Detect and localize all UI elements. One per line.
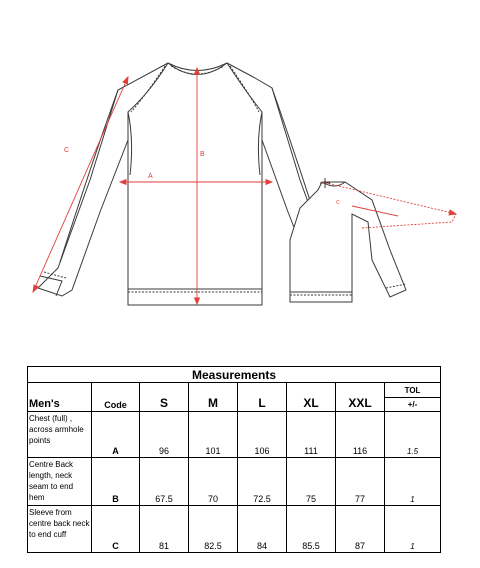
- row-code: C: [92, 506, 140, 553]
- row-value: 101: [189, 412, 238, 458]
- header-row: [28, 383, 441, 412]
- section-header: Men's: [28, 383, 92, 412]
- row-value: 111: [287, 412, 336, 458]
- table-title: Measurements: [28, 367, 441, 383]
- row-code: B: [92, 458, 140, 506]
- row-tolerance: 1: [385, 506, 441, 553]
- tol-label: TOL: [404, 386, 421, 395]
- row-value: 106: [238, 412, 287, 458]
- row-description: Centre Back length, neck seam to end hem: [28, 458, 92, 506]
- row-value: 82.5: [189, 506, 238, 553]
- back-sweatshirt: [290, 178, 406, 302]
- row-code: A: [92, 412, 140, 458]
- row-value: 85.5: [287, 506, 336, 553]
- tol-header: [385, 383, 441, 412]
- row-value: 81: [140, 506, 189, 553]
- label-c: C: [64, 147, 70, 154]
- row-value: 96: [140, 412, 189, 458]
- label-b: B: [200, 151, 205, 158]
- row-description: Chest (full) , across armhole points: [28, 412, 92, 458]
- tol-unit: +/-: [385, 397, 440, 411]
- size-header: XXL: [336, 383, 385, 412]
- measurements-table: [27, 366, 441, 553]
- row-value: 84: [238, 506, 287, 553]
- row-tolerance: 1.5: [385, 412, 441, 458]
- row-tolerance: 1: [385, 458, 441, 506]
- row-value: 77: [336, 458, 385, 506]
- row-value: 70: [189, 458, 238, 506]
- row-value: 116: [336, 412, 385, 458]
- size-header: L: [238, 383, 287, 412]
- table-row: [28, 506, 441, 553]
- row-value: 87: [336, 506, 385, 553]
- size-header: M: [189, 383, 238, 412]
- row-description: Sleeve from centre back neck to end cuff: [28, 506, 92, 553]
- size-header: S: [140, 383, 189, 412]
- table-row: [28, 458, 441, 506]
- code-header: Code: [92, 383, 140, 412]
- row-value: 67.5: [140, 458, 189, 506]
- label-a: A: [148, 173, 153, 180]
- row-value: 72.5: [238, 458, 287, 506]
- row-value: 75: [287, 458, 336, 506]
- label-back-c: C: [336, 200, 340, 206]
- table-row: [28, 412, 441, 458]
- size-header: XL: [287, 383, 336, 412]
